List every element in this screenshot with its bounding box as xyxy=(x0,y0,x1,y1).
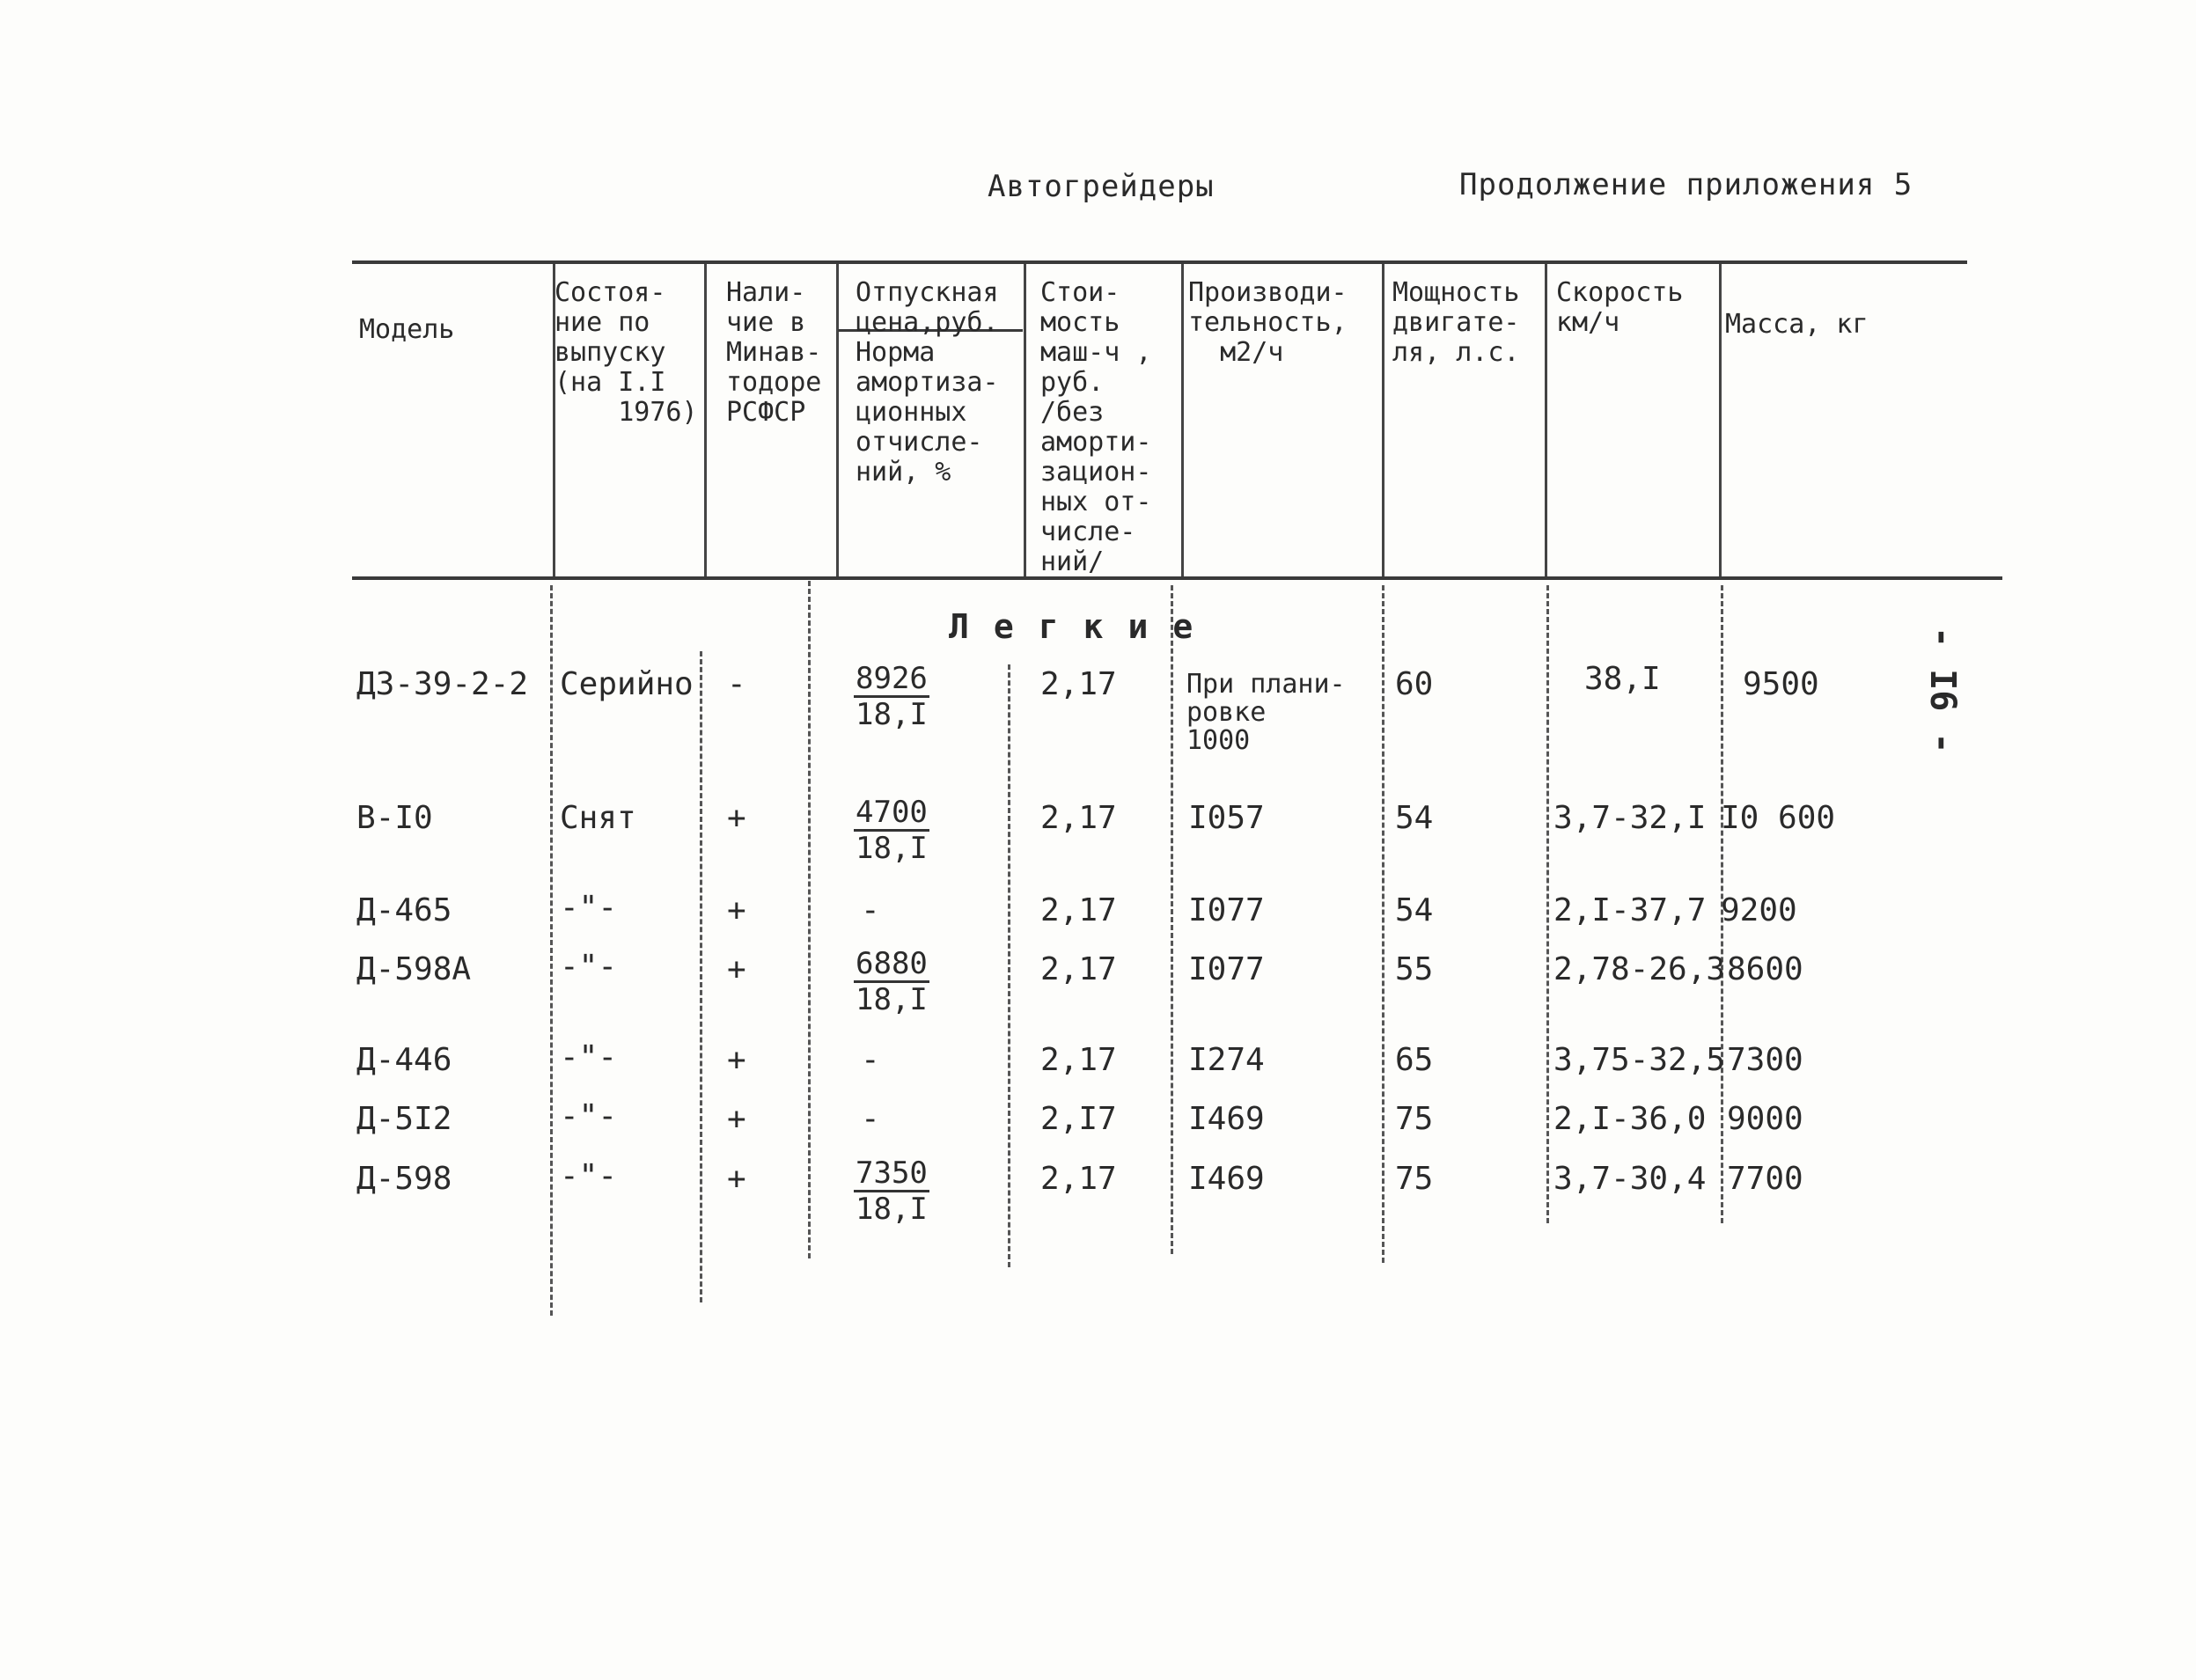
body-divider xyxy=(550,585,553,1316)
table-row-power: 54 xyxy=(1395,800,1434,836)
table-row-status: -"- xyxy=(560,1039,618,1075)
table-row-productivity: I469 xyxy=(1188,1161,1265,1197)
table-row-status: Серийно xyxy=(560,666,694,702)
table-row-mass: I0 600 xyxy=(1721,800,1836,836)
table-row-price xyxy=(854,662,929,731)
table-row-mass: 9000 xyxy=(1727,1101,1803,1137)
col-header-norm: Норма амортиза- ционных отчисле- ний, % xyxy=(856,337,999,488)
col-header-status: Состоя- ние по выпуску (на I.I 1976) xyxy=(555,277,698,428)
table-row-availability: + xyxy=(727,1161,746,1197)
table-row-status: -"- xyxy=(560,1098,618,1134)
table-row-power: 60 xyxy=(1395,666,1434,702)
table-row-mass: 7700 xyxy=(1727,1161,1803,1197)
table-row-model: ДЗ-39-2-2 xyxy=(356,666,529,702)
table-row-speed: 3,7-30,4 xyxy=(1553,1161,1707,1197)
body-divider xyxy=(1171,585,1173,1254)
body-divider xyxy=(1382,585,1384,1263)
table-row-mass: 7300 xyxy=(1727,1042,1803,1078)
body-divider xyxy=(808,581,811,1258)
table-row-price xyxy=(854,1156,929,1226)
table-row-model: Д-465 xyxy=(356,892,452,928)
table-row-cost: 2,17 xyxy=(1040,951,1117,987)
page-number: - I6 - xyxy=(1922,627,1963,754)
table-row-status: -"- xyxy=(560,890,618,926)
table-row-cost: 2,I7 xyxy=(1040,1101,1117,1137)
body-divider xyxy=(1546,585,1549,1223)
table-row-price xyxy=(854,947,929,1016)
table-row-cost: 2,17 xyxy=(1040,892,1117,928)
document-title: Автогрейдеры xyxy=(988,169,1215,204)
col-header-power: Мощность двигате- ля, л.с. xyxy=(1392,277,1520,368)
table-row-power: 65 xyxy=(1395,1042,1434,1078)
table-row-cost: 2,17 xyxy=(1040,1042,1117,1078)
table-row-productivity: I077 xyxy=(1188,951,1265,987)
table-row-availability: - xyxy=(727,666,746,702)
col-header-mass: Масса, кг xyxy=(1725,309,1869,340)
col-header-model: Модель xyxy=(359,314,455,345)
table-row-cost: 2,17 xyxy=(1040,800,1117,836)
body-divider xyxy=(1008,664,1010,1267)
table-row-model: Д-446 xyxy=(356,1042,452,1078)
norm-value: 18,I xyxy=(856,982,928,1017)
col-header-price: Отпускная цена,руб. xyxy=(856,277,999,338)
table-row-availability: + xyxy=(727,1042,746,1078)
price-value: 7350 xyxy=(856,1155,928,1191)
section-label: Легкие xyxy=(949,607,1218,646)
table-row-productivity: I057 xyxy=(1188,800,1265,836)
col-divider xyxy=(1024,264,1026,576)
table-row-availability: + xyxy=(727,951,746,987)
table-row-status: Снят xyxy=(560,800,636,836)
col-divider xyxy=(1181,264,1184,576)
table-row-power: 75 xyxy=(1395,1161,1434,1197)
col-divider xyxy=(1719,264,1722,576)
table-row-model: В-I0 xyxy=(356,800,433,836)
table-row-availability: + xyxy=(727,1101,746,1137)
col-header-cost: Стои- мость маш-ч , руб. /без aморти- зацион- ных от- числе- ний/ xyxy=(1040,277,1152,577)
table-row-price: - xyxy=(861,892,880,928)
table-row-price: - xyxy=(861,1101,880,1137)
col-header-availability: Нали- чие в Минав- тодоре РСФСР xyxy=(726,277,822,428)
price-value: 6880 xyxy=(856,946,928,981)
table-row-price: - xyxy=(861,1042,880,1078)
table-row-cost: 2,17 xyxy=(1040,666,1117,702)
table-row-power: 54 xyxy=(1395,892,1434,928)
table-row-productivity: I077 xyxy=(1188,892,1265,928)
table-row-cost: 2,17 xyxy=(1040,1161,1117,1197)
table-top-rule xyxy=(352,260,1967,264)
table-row-price xyxy=(854,796,929,865)
col-divider xyxy=(704,264,707,576)
table-row-model: Д-598А xyxy=(356,951,472,987)
col-divider xyxy=(1382,264,1384,576)
table-row-speed: 2,I-36,0 xyxy=(1553,1101,1707,1137)
table-row-speed: 3,75-32,5 xyxy=(1553,1042,1726,1078)
continuation-label: Продолжение приложения 5 xyxy=(1459,167,1913,202)
table-row-speed: 38,I xyxy=(1584,661,1661,697)
col-header-productivity: Производи- тельность, м2/ч xyxy=(1188,277,1348,368)
table-row-mass: 9500 xyxy=(1743,666,1819,702)
table-row-status: -"- xyxy=(560,949,618,985)
norm-value: 18,I xyxy=(856,1192,928,1227)
price-value: 4700 xyxy=(856,795,928,830)
col-header-speed: Скорость км/ч xyxy=(1556,277,1684,338)
table-row-mass: 9200 xyxy=(1721,892,1797,928)
table-row-model: Д-5I2 xyxy=(356,1101,452,1137)
table-row-speed: 3,7-32,I xyxy=(1553,800,1707,836)
table-row-speed: 2,I-37,7 xyxy=(1553,892,1707,928)
col-divider xyxy=(836,264,839,576)
table-row-model: Д-598 xyxy=(356,1161,452,1197)
table-row-speed: 2,78-26,3 xyxy=(1553,951,1726,987)
body-divider xyxy=(700,651,702,1302)
table-header-rule xyxy=(352,576,2002,580)
table-row-availability: + xyxy=(727,892,746,928)
table-row-productivity: I469 xyxy=(1188,1101,1265,1137)
table-row-power: 75 xyxy=(1395,1101,1434,1137)
price-value: 8926 xyxy=(856,661,928,696)
table-row-productivity: I274 xyxy=(1188,1042,1265,1078)
norm-value: 18,I xyxy=(856,831,928,866)
table-row-status: -"- xyxy=(560,1158,618,1194)
col-divider xyxy=(1545,264,1547,576)
table-row-mass: 8600 xyxy=(1727,951,1803,987)
norm-value: 18,I xyxy=(856,697,928,732)
table-row-productivity: При плани- ровке 1000 xyxy=(1186,669,1346,756)
table-row-availability: + xyxy=(727,800,746,836)
table-row-power: 55 xyxy=(1395,951,1434,987)
